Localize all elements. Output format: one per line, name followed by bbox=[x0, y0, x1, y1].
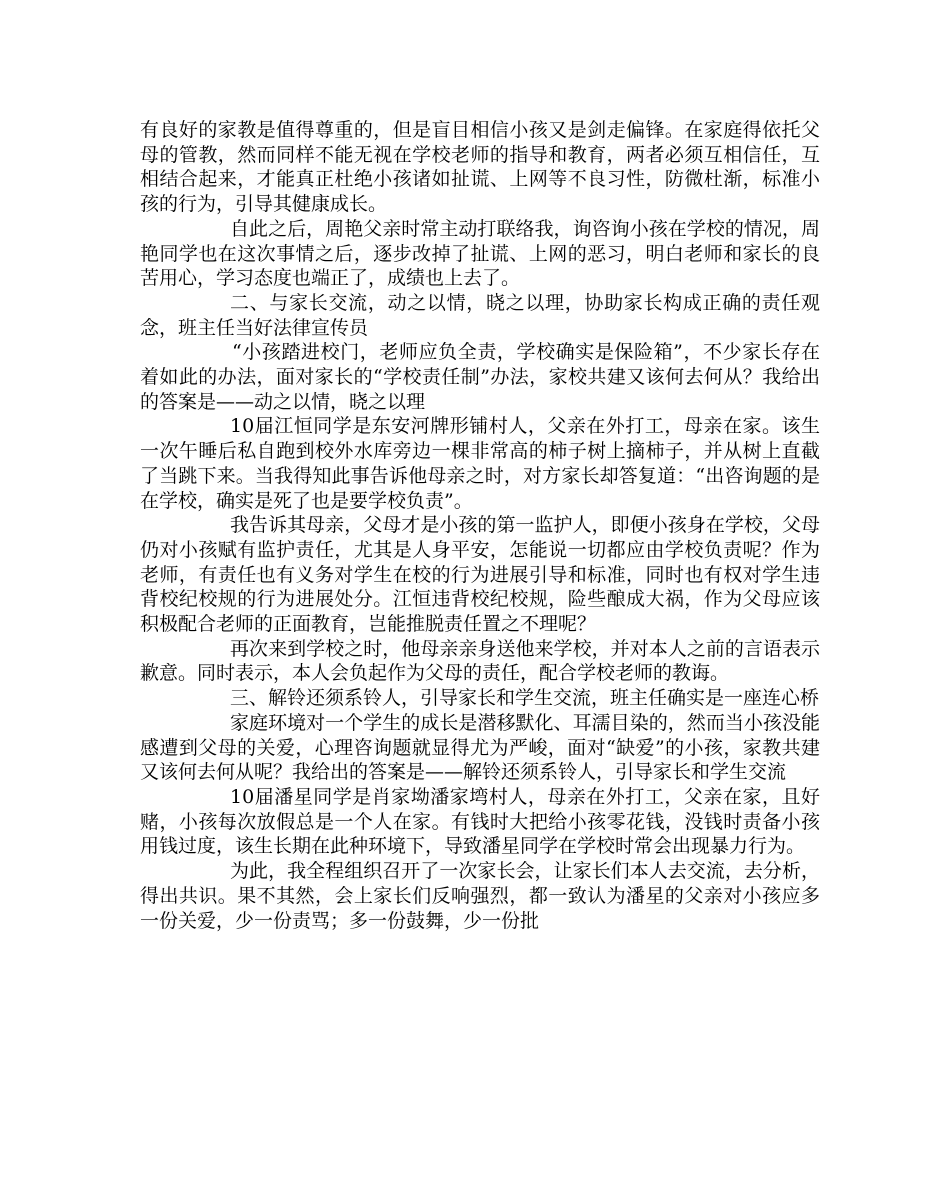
paragraph-5: 10届江恒同学是东安河牌形铺村人，父亲在外打工，母亲在家。该生一次午睡后私自跑到校外水库旁边一棵非常高的柿子树上摘柿子，并从树上直截了当跳下来。当我得知此事告诉他母亲之时，对方家长却答复道：“出咨询题的是在学校，确实是死了也是要学校负责”。 bbox=[140, 415, 820, 512]
paragraph-6: 我告诉其母亲，父母才是小孩的第一监护人，即便小孩身在学校，父母仍对小孩赋有监护责任，尤其是人身平安，怎能说一切都应由学校负责呢？作为老师，有责任也有义务对学生在校的行为进展引导和标准，同时也有权对学生违背校纪校规的行为进展处分。江恒违背校纪校规，险些酿成大祸，作为父母应该积极配合老师的正面教育，岂能推脱责任置之不理呢？ bbox=[140, 514, 820, 636]
paragraph-10: 10届潘星同学是肖家坳潘家塆村人，母亲在外打工，父亲在家，且好赌，小孩每次放假总是一个人在家。有钱时大把给小孩零花钱，没钱时责备小孩用钱过度，该生长期在此种环境下，导致潘星同学在学校时常会出现暴力行为。 bbox=[140, 785, 820, 858]
document-body bbox=[140, 118, 820, 933]
paragraph-1: 有良好的家教是值得尊重的，但是盲目相信小孩又是剑走偏锋。在家庭得依托父母的管教，然而同样不能无视在学校老师的指导和教育，两者必须互相信任，互相结合起来，才能真正杜绝小孩诸如扯谎、上网等不良习性，防微杜渐，标准小孩的行为，引导其健康成长。 bbox=[140, 119, 820, 216]
section-heading-3: 三、解铃还须系铃人，引导家长和学生交流，班主任确实是一座连心桥 bbox=[230, 687, 820, 710]
paragraph-9: 家庭环境对一个学生的成长是潜移默化、耳濡目染的，然而当小孩没能感遭到父母的关爱，心理咨询题就显得尤为严峻，面对“缺爱”的小孩，家教共建又该何去何从呢？我给出的答案是——解铃还须系铃人，引导家长和学生交流 bbox=[140, 711, 820, 784]
section-heading-2: 二、与家长交流，动之以情，晓之以理，协助家长构成正确的责任观念，班主任当好法律宣传员 bbox=[140, 291, 820, 339]
paragraph-11: 为此，我全程组织召开了一次家长会，让家长们本人去交流，去分析，得出共识。果不其然，会上家长们反响强烈，都一致认为潘星的父亲对小孩应多一份关爱，少一份责骂；多一份鼓舞，少一份批 bbox=[140, 860, 820, 932]
paragraph-4: “小孩踏进校门，老师应负全责，学校确实是保险箱”，不少家长存在着如此的办法，面对家长的“学校责任制”办法，家校共建又该何去何从？我给出的答案是——动之以情，晓之以理 bbox=[140, 341, 820, 413]
paragraph-2: 自此之后，周艳父亲时常主动打联络我，询咨询小孩在学校的情况，周艳同学也在这次事情之后，逐步改掉了扯谎、上网的恶习，明白老师和家长的良苦用心，学习态度也端正了，成绩也上去了。 bbox=[140, 217, 820, 290]
paragraph-7: 再次来到学校之时，他母亲亲身送他来学校，并对本人之前的言语表示歉意。同时表示，本人会负起作为父母的责任，配合学校老师的教诲。 bbox=[140, 637, 820, 685]
